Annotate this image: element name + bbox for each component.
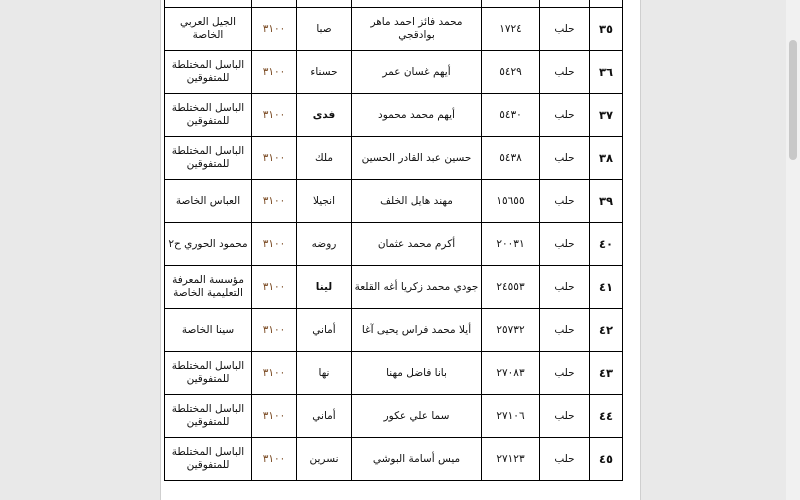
school-cell: محمود الحوري ح٢ [165,223,252,266]
amount-cell: ٣١٠٠ [252,8,297,51]
amount-cell: ٣١٠٠ [252,309,297,352]
table-row [165,8,623,51]
amount-cell: ٣١٠٠ [252,266,297,309]
city-cell [540,0,590,8]
row-number: ٣٩ [590,180,623,223]
row-number: ٤٢ [590,309,623,352]
table-row [165,352,623,395]
city-cell: حلب [540,137,590,180]
amount-cell: ٣١٠٠ [252,180,297,223]
code-cell: ٢٠٠٣١ [482,223,540,266]
code-cell: ٥٤٣٠ [482,94,540,137]
amount-cell: ٣١٠٠ [252,438,297,481]
table-row [165,223,623,266]
city-cell: حلب [540,395,590,438]
mother-cell: ملك [297,137,352,180]
row-number: ٣٥ [590,8,623,51]
code-cell: ١٥٦٥٥ [482,180,540,223]
school-cell: الباسل المختلطة للمتفوقين [165,352,252,395]
table-row [165,309,623,352]
amount-cell: ٣١٠٠ [252,94,297,137]
row-number: ٣٦ [590,51,623,94]
mother-cell: نها [297,352,352,395]
amount-cell: ٣١٠٠ [252,223,297,266]
city-cell: حلب [540,94,590,137]
amount-cell: ٣١٠٠ [252,137,297,180]
mother-cell: انجيلا [297,180,352,223]
city-cell: حلب [540,438,590,481]
mother-cell: حسناء [297,51,352,94]
table-row [165,266,623,309]
name-cell: سما علي عكور [352,395,482,438]
amount-cell: ٣١٠٠ [252,51,297,94]
school-cell: مؤسسة المعرفة التعليمية الخاصة [165,266,252,309]
table-row [165,137,623,180]
table-body [165,0,623,481]
mother-cell [297,0,352,8]
name-cell: محمد فائز احمد ماهر بوادقجي [352,8,482,51]
school-cell: الباسل المختلطة للمتفوقين [165,51,252,94]
table-row [165,0,623,8]
name-cell: ميس أسامة البوشي [352,438,482,481]
code-cell: ٢٧١٠٦ [482,395,540,438]
name-cell [352,0,482,8]
table-row [165,438,623,481]
table-row [165,94,623,137]
name-cell: بانا فاضل مهنا [352,352,482,395]
school-cell: الباسل المختلطة للمتفوقين [165,137,252,180]
school-cell: الباسل المختلطة للمتفوقين [165,395,252,438]
row-number: ٣٨ [590,137,623,180]
name-cell: مهند هايل الخلف [352,180,482,223]
amount-cell: ٣١٠٠ [252,395,297,438]
code-cell [482,0,540,8]
scrollbar-thumb[interactable] [789,40,797,160]
mother-cell: روضه [297,223,352,266]
mother-cell: لينا [297,266,352,309]
row-number: ٤١ [590,266,623,309]
name-cell: أيهم غسان عمر [352,51,482,94]
mother-cell: أماني [297,395,352,438]
code-cell: ٢٥٧٣٢ [482,309,540,352]
name-cell: أيهم محمد محمود [352,94,482,137]
code-cell: ٢٤٥٥٣ [482,266,540,309]
document-page [160,0,641,500]
city-cell: حلب [540,352,590,395]
row-number: ٤٤ [590,395,623,438]
school-cell: الجيل العربي الخاصة [165,8,252,51]
row-number: ٤٥ [590,438,623,481]
name-cell: أيلا محمد فراس يحيى آغا [352,309,482,352]
table-row [165,51,623,94]
code-cell: ١٧٢٤ [482,8,540,51]
city-cell: حلب [540,51,590,94]
school-cell: العباس الخاصة [165,180,252,223]
row-number: ٤٣ [590,352,623,395]
mother-cell: فدى [297,94,352,137]
scrollbar[interactable] [786,0,800,500]
code-cell: ٢٧١٢٣ [482,438,540,481]
school-cell: الباسل المختلطة للمتفوقين [165,94,252,137]
row-number: ٣٧ [590,94,623,137]
amount-cell: ٣١٠٠ [252,352,297,395]
code-cell: ٢٧٠٨٣ [482,352,540,395]
table-row [165,395,623,438]
mother-cell: نسرين [297,438,352,481]
city-cell: حلب [540,8,590,51]
name-cell: حسين عبد القادر الحسين [352,137,482,180]
school-cell: الباسل المختلطة للمتفوقين [165,438,252,481]
row-number [590,0,623,8]
name-cell: أكرم محمد عثمان [352,223,482,266]
city-cell: حلب [540,309,590,352]
city-cell: حلب [540,180,590,223]
table-row [165,180,623,223]
code-cell: ٥٤٢٩ [482,51,540,94]
school-cell [165,0,252,8]
city-cell: حلب [540,223,590,266]
mother-cell: أماني [297,309,352,352]
code-cell: ٥٤٣٨ [482,137,540,180]
row-number: ٤٠ [590,223,623,266]
amount-cell [252,0,297,8]
school-cell: سينا الخاصة [165,309,252,352]
name-cell: جودي محمد زكريا أغه القلعة [352,266,482,309]
results-table [164,0,623,481]
city-cell: حلب [540,266,590,309]
mother-cell: صبا [297,8,352,51]
